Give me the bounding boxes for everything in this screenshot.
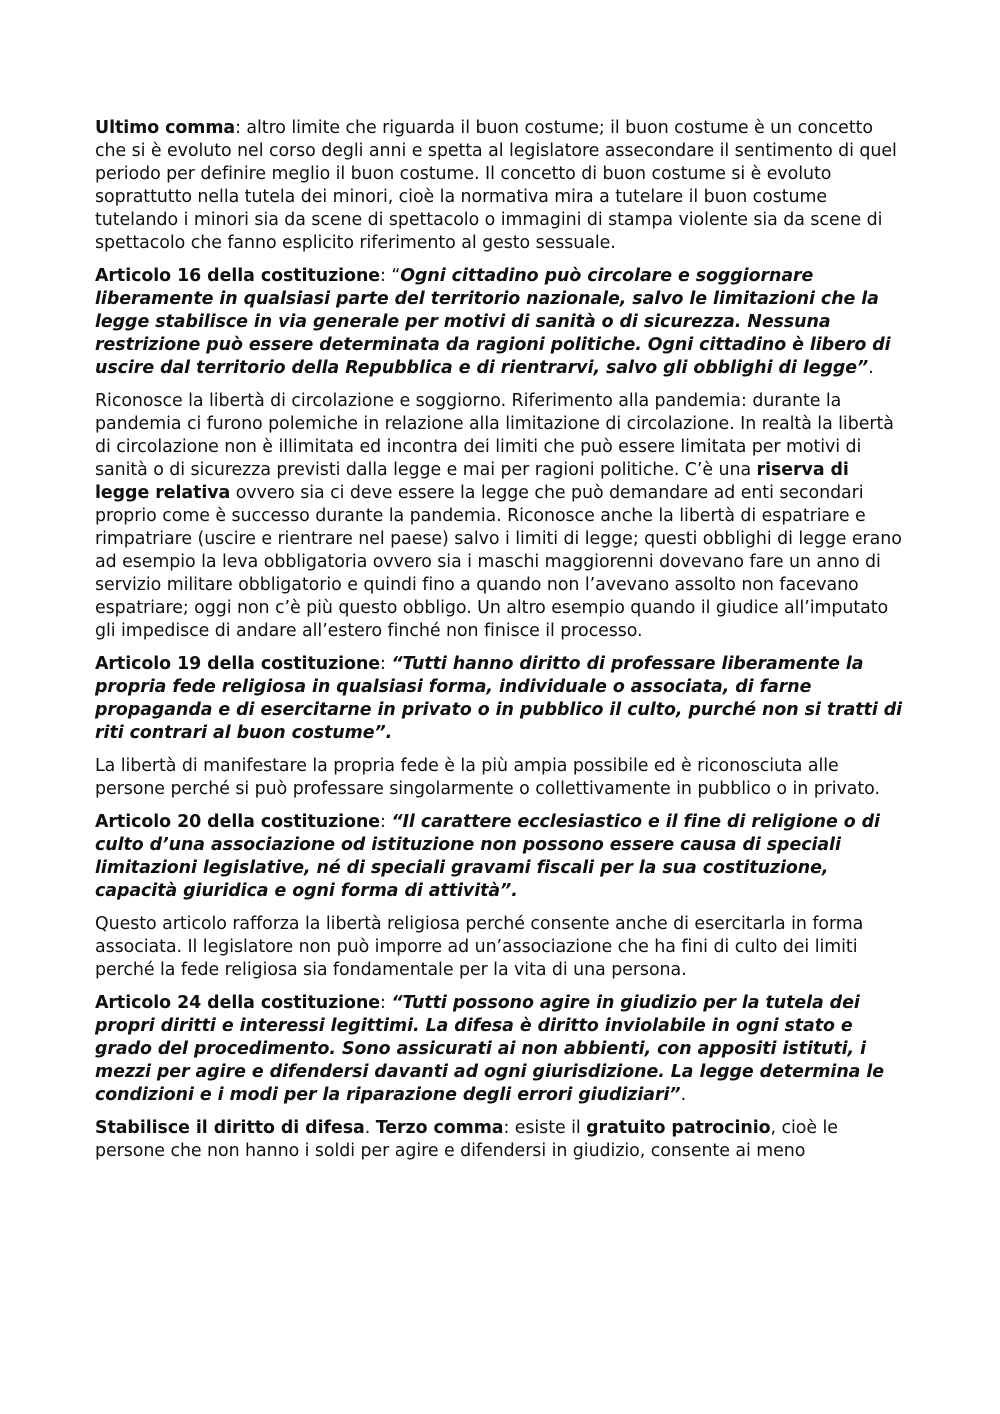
paragraph-commento-24	[95, 1117, 905, 1163]
body-text: ovvero sia ci deve essere la legge che può demandare ad enti secondari proprio come è successo durante la pandemia. Riconosce anche la libertà di espatriare e rimpatriare (uscire e rientrare nel paese) salvo i limiti di legge; questi obblighi di legge erano ad esempio la leva obbligatoria ovvero sia i maschi maggiorenni dovevano fare un anno di servizio militare obbligatorio e quindi fino a quando non l’avevano assolto non facevano espatriare; oggi non c’è più questo obbligo. Un altro esempio quando il giudice all’imputato gli impedisce di andare all’estero finché non finisce il processo.	[95, 483, 902, 641]
quoted-article-text: “Tutti hanno diritto di professare liberamente la propria fede religiosa in qualsiasi forma, individuale o associata, di farne propaganda e di esercitarne in privato o in pubblico il culto, purché non si tratti di riti contrari al buon costume”.	[95, 654, 903, 743]
body-text: Riconosce la libertà di circolazione e soggiorno. Riferimento alla pandemia: durante la pandemia ci furono polemiche in relazione alla limitazione di circolazione. In realtà la libertà di circolazione non è illimitata ed incontra dei limiti che può essere limitata per motivi di sanità o di sicurezza previsti dalla legge e mai per ragioni politiche. C’è una	[95, 391, 894, 480]
quoted-article-text: “Tutti possono agire in giudizio per la tutela dei propri diritti e interessi legittimi. La difesa è diritto inviolabile in ogni stato e grado del procedimento. Sono assicurati ai non abbienti, con appositi istituti, i mezzi per agire e difendersi davanti ad ogni giurisdizione. La legge determina le condizioni e i modi per la riparazione degli errori giudiziari”	[95, 993, 885, 1105]
document-body	[95, 117, 905, 1163]
bold-text: Articolo 19 della costituzione	[95, 654, 381, 674]
body-text: :	[380, 654, 392, 674]
bold-text: Terzo comma	[375, 1118, 504, 1138]
paragraph-commento-20	[95, 913, 905, 982]
quoted-article-text: Ogni cittadino può circolare e soggiornare liberamente in qualsiasi parte del territorio nazionale, salvo le limitazioni che la legge stabilisce in via generale per motivi di sanità o di sicurezza. Nessuna restrizione può essere determinata da ragioni politiche. Ogni cittadino è libero di uscire dal territorio della Repubblica e di rientrarvi, salvo gli obblighi di legge”	[95, 266, 891, 378]
body-text: Questo articolo rafforza la libertà religiosa perché consente anche di esercitarla in forma associata. Il legislatore non può imporre ad un’associazione che ha fini di culto dei limiti perché la fede religiosa sia fondamentale per la vita di una persona.	[95, 914, 864, 980]
bold-text: Articolo 16 della costituzione	[95, 266, 381, 286]
paragraph-commento-16	[95, 390, 905, 643]
body-text: La libertà di manifestare la propria fede è la più ampia possibile ed è riconosciuta alle persone perché si può professare singolarmente o collettivamente in pubblico o in privato.	[95, 756, 880, 799]
body-text: :	[380, 993, 392, 1013]
paragraph-ultimo-comma	[95, 117, 905, 255]
paragraph-articolo-20	[95, 811, 905, 903]
bold-text: Stabilisce il diritto di difesa	[95, 1118, 365, 1138]
bold-text: riserva di legge relativa	[95, 460, 849, 503]
paragraph-articolo-19	[95, 653, 905, 745]
body-text: .	[680, 1085, 687, 1105]
paragraph-articolo-24	[95, 992, 905, 1107]
body-text: .	[364, 1118, 376, 1138]
bold-text: gratuito patrocinio	[586, 1118, 771, 1138]
body-text: : altro limite che riguarda il buon costume; il buon costume è un concetto che si è evoluto nel corso degli anni e spetta al legislatore assecondare il sentimento di quel periodo per definire meglio il buon costume. Il concetto di buon costume si è evoluto soprattutto nella tutela dei minori, cioè la normativa mira a tutelare il buon costume tutelando i minori sia da scene di spettacolo o immagini di stampa violente sia da scene di spettacolo che fanno esplicito riferimento al gesto sessuale.	[95, 118, 897, 253]
paragraph-articolo-16	[95, 265, 905, 380]
body-text: : esiste il	[503, 1118, 587, 1138]
paragraph-commento-19	[95, 755, 905, 801]
body-text: :	[380, 812, 392, 832]
quoted-article-text: “Il carattere ecclesiastico e il fine di religione o di culto d’una associazione od istituzione non possono essere causa di speciali limitazioni legislative, né di speciali gravami fiscali per la sua costituzione, capacità giuridica e ogni forma di attività”.	[95, 812, 880, 901]
bold-text: Articolo 20 della costituzione	[95, 812, 381, 832]
bold-text: Articolo 24 della costituzione	[95, 993, 381, 1013]
body-text: , cioè le persone che non hanno i soldi per agire e difendersi in giudizio, consente ai meno	[95, 1118, 838, 1161]
bold-text: Ultimo comma	[95, 118, 236, 138]
body-text: .	[868, 358, 874, 378]
body-text: : “	[380, 266, 401, 286]
